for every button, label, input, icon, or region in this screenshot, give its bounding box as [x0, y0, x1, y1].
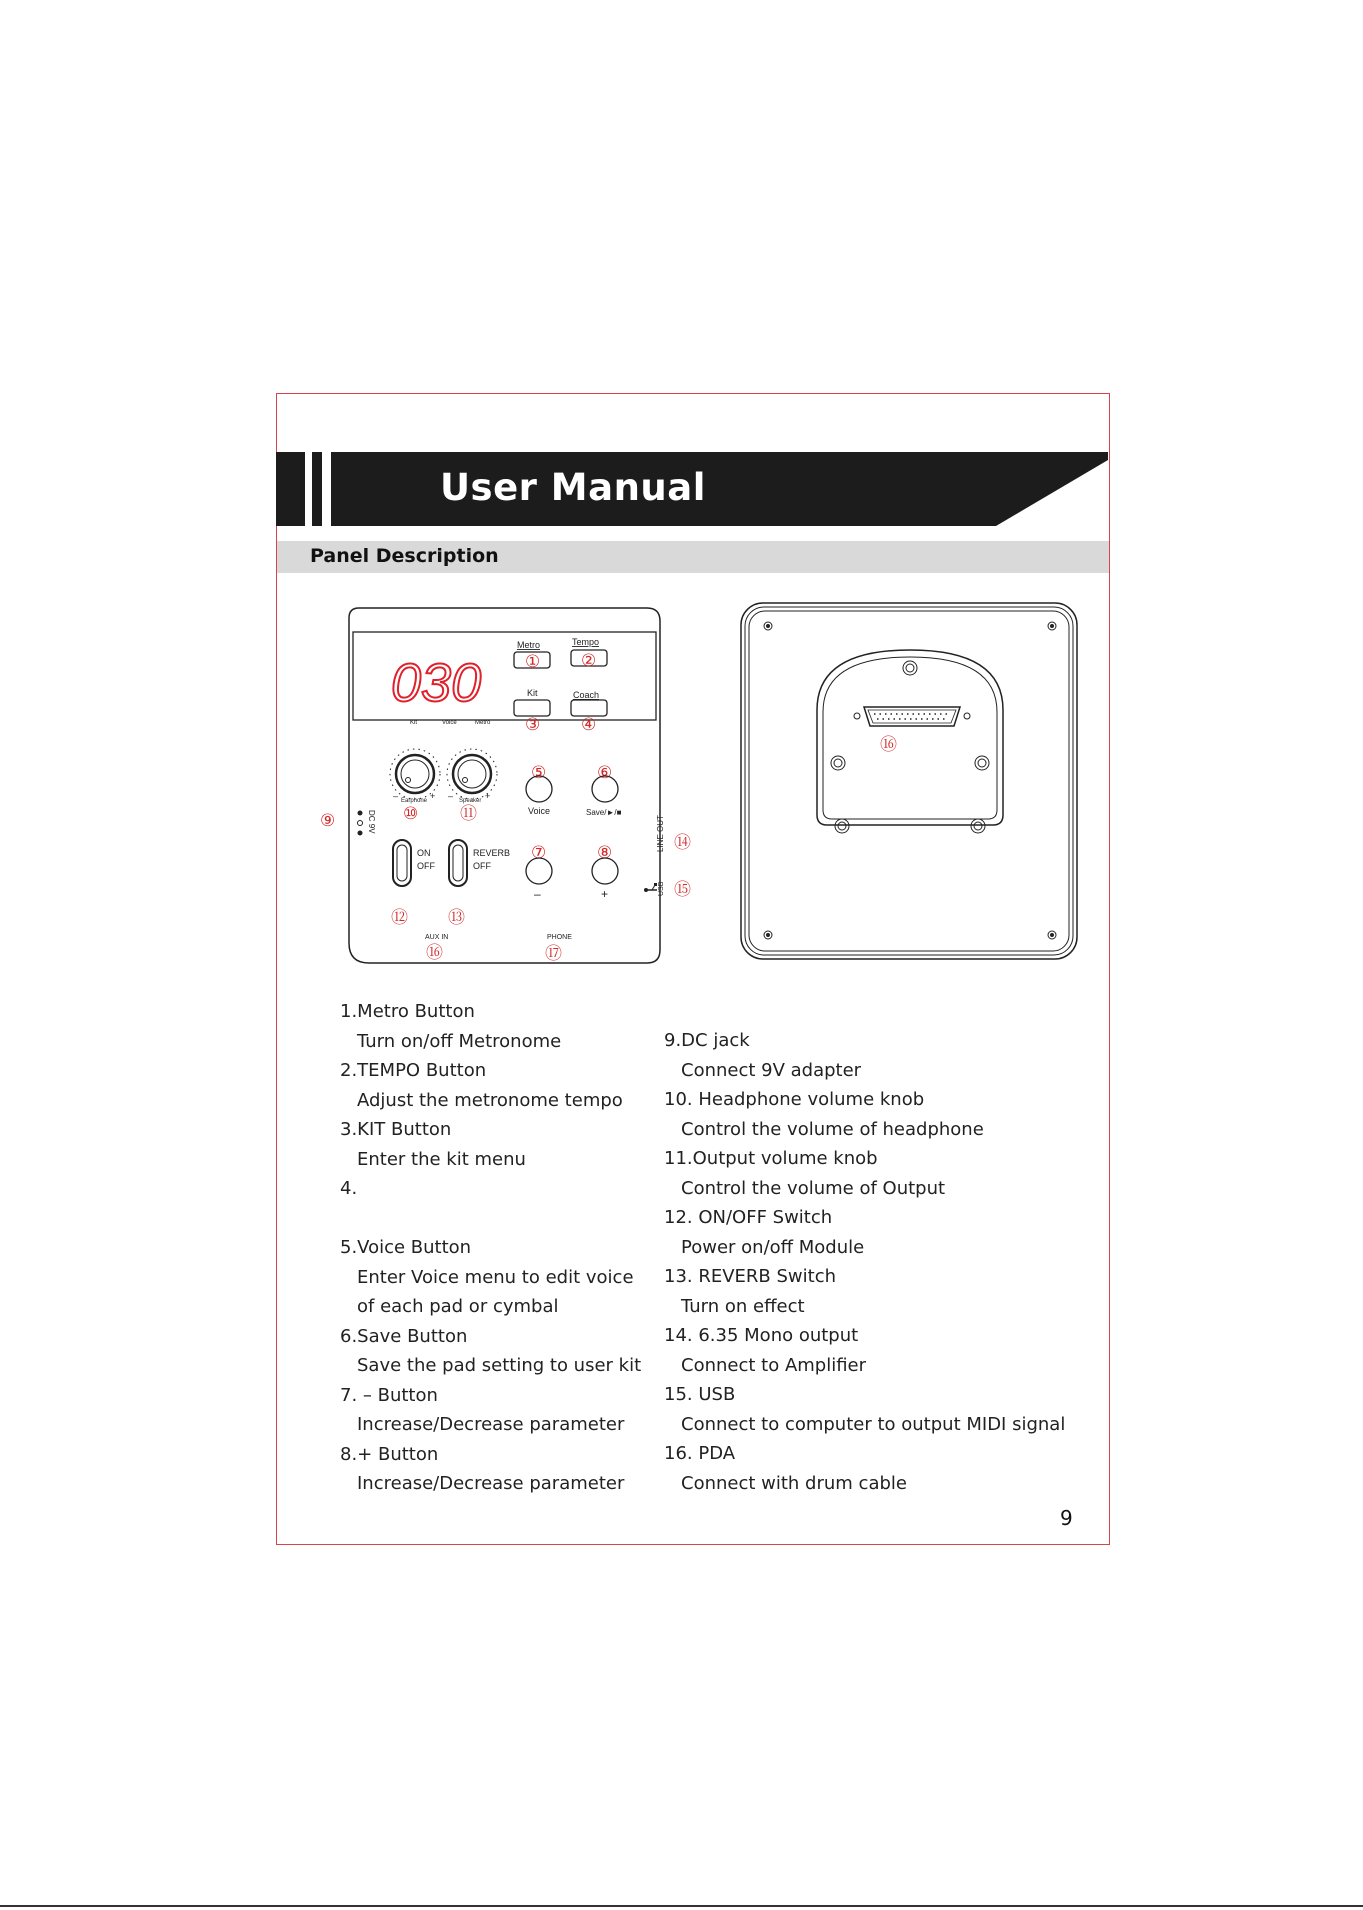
item-description: Adjust the metronome tempo — [357, 1089, 623, 1111]
power-switch[interactable] — [393, 840, 411, 886]
coach-button[interactable] — [571, 700, 607, 716]
page-number: 9 — [1060, 1506, 1073, 1530]
item-description — [340, 1204, 641, 1234]
item-title: 14. 6.35 Mono output — [664, 1325, 859, 1346]
save-label: Save/►/■ — [586, 808, 622, 817]
callout-4: ④ — [581, 715, 597, 734]
callout-15: ⑮ — [674, 880, 691, 899]
speaker-minus: – — [448, 791, 454, 801]
item-title: 9.DC jack — [664, 1030, 750, 1051]
page-title: User Manual — [440, 466, 706, 509]
callout-2: ② — [581, 651, 597, 670]
usb-icon — [644, 883, 657, 892]
kit-button[interactable] — [514, 700, 550, 716]
item-title: 11.Output volume knob — [664, 1148, 878, 1169]
connector-plate — [817, 650, 1003, 825]
pda-connector[interactable] — [854, 707, 970, 726]
callout-5: ⑤ — [531, 763, 547, 782]
callout-3: ③ — [525, 715, 541, 734]
callout-7: ⑦ — [531, 843, 547, 862]
on-label: ON — [417, 848, 431, 858]
item-title: 3.KIT Button — [340, 1119, 452, 1140]
earphone-plus: + — [430, 791, 436, 801]
item-title: 12. ON/OFF Switch — [664, 1207, 833, 1228]
callout-11: ⑪ — [460, 804, 477, 823]
item-list-right — [664, 1026, 1065, 1498]
item-description: Control the volume of Output — [681, 1177, 946, 1199]
item-description: Increase/Decrease parameter — [357, 1414, 625, 1435]
item-description: Save the pad setting to user kit — [357, 1355, 642, 1376]
dc-jack-icon — [358, 811, 363, 836]
callout-9: ⑨ — [320, 811, 336, 830]
kit-label: Kit — [527, 688, 538, 698]
item-description: Power on/off Module — [681, 1236, 865, 1258]
item-description: Control the volume of headphone — [681, 1118, 984, 1140]
item-title: 6.Save Button — [340, 1325, 468, 1347]
item-description: Increase/Decrease parameter — [357, 1473, 625, 1494]
item-description: Connect with drum cable — [681, 1472, 907, 1494]
item-description: Connect to computer to output MIDI signal — [681, 1413, 1066, 1435]
callout-12: ⑫ — [391, 908, 408, 927]
section-title: Panel Description — [310, 545, 499, 567]
callout-10: ⑩ — [403, 804, 419, 823]
aux-in-label: AUX IN — [425, 934, 449, 941]
callout-13: ⑬ — [448, 908, 465, 927]
item-title: 1.Metro Button — [340, 1001, 475, 1022]
footer-line — [0, 1905, 1363, 1907]
callout-6: ⑥ — [597, 763, 613, 782]
tempo-label: Tempo — [572, 637, 600, 647]
item-title: 13. REVERB Switch — [664, 1266, 837, 1287]
earphone-minus: – — [393, 791, 399, 801]
earphone-label: Earphone — [401, 798, 428, 804]
phone-label: PHONE — [547, 934, 572, 941]
mount-hole-icon — [831, 661, 989, 833]
led-label-metro: Metro — [475, 720, 491, 726]
led-label-voice: Voice — [442, 720, 457, 726]
callout-8: ⑧ — [597, 843, 613, 862]
item-title: 10. Headphone volume knob — [664, 1089, 925, 1110]
item-description: Turn on effect — [681, 1295, 805, 1317]
speaker-plus: + — [485, 791, 491, 801]
usb-label: USB — [658, 881, 665, 896]
item-description: Enter Voice menu to edit voice — [357, 1266, 634, 1288]
reverb-off-label: OFF — [473, 861, 491, 871]
minus-label: – — [534, 887, 541, 901]
reverb-switch[interactable] — [449, 840, 467, 886]
item-description: Turn on/off Metronome — [357, 1030, 562, 1052]
item-list-left — [340, 997, 641, 1499]
plus-label: + — [601, 887, 609, 901]
screw-icon — [764, 622, 1056, 939]
item-title: 15. USB — [664, 1384, 736, 1405]
back-panel-outline — [741, 603, 1077, 959]
item-title: 16. PDA — [664, 1443, 736, 1464]
speaker-label: Speaker — [459, 798, 482, 804]
callout-16: ⑯ — [426, 943, 443, 962]
metro-label: Metro — [517, 640, 541, 650]
led-label-kit: Kit — [410, 720, 418, 726]
dc-label: DC 9V — [367, 810, 376, 834]
item-title: 2.TEMPO Button — [340, 1060, 487, 1081]
panel-diagram — [277, 600, 1109, 980]
callout-16-back: ⑯ — [880, 735, 897, 754]
callout-14: ⑭ — [674, 833, 691, 852]
off-label: OFF — [417, 861, 435, 871]
item-description: Enter the kit menu — [357, 1148, 526, 1170]
item-title: 7. – Button — [340, 1384, 438, 1406]
item-description: of each pad or cymbal — [357, 1296, 559, 1317]
coach-label: Coach — [573, 690, 600, 700]
item-title: 8.+ Button — [340, 1443, 439, 1465]
item-description: Connect 9V adapter — [681, 1059, 862, 1081]
voice-label: Voice — [528, 806, 551, 816]
reverb-label: REVERB — [473, 848, 511, 858]
item-title: 4. — [340, 1178, 358, 1199]
item-description: Connect to Amplifier — [681, 1354, 867, 1376]
item-title: 5.Voice Button — [340, 1237, 472, 1258]
callout-17: ⑰ — [545, 944, 562, 963]
callout-1: ① — [525, 652, 541, 671]
line-out-label: LINE OUT — [656, 815, 665, 852]
led-display: 030 — [391, 653, 482, 713]
